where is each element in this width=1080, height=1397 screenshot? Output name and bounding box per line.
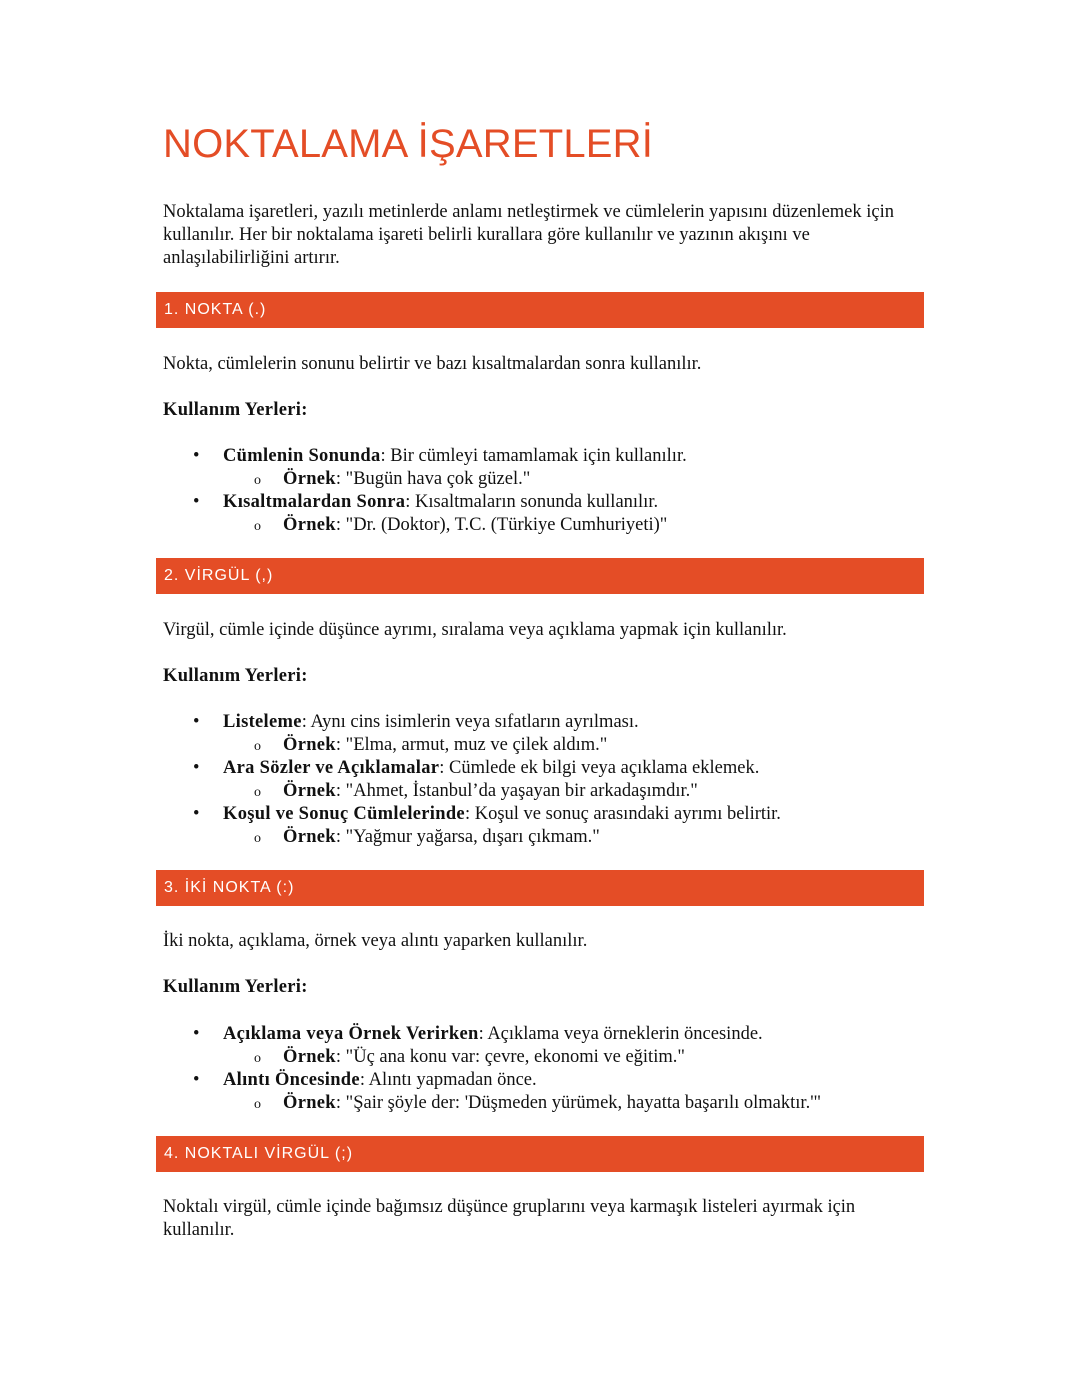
list-item: [163, 1023, 923, 1046]
section-header-virgul: [156, 558, 924, 594]
intro-paragraph: Noktalama işaretleri, yazılı metinlerde anlamı netleştirmek ve cümlelerin yapısını düzenlemek için kullanılır. Her bir noktalama işareti belirli kurallara göre kullanılır ve yazının akışını ve anlaşılabilirliğini artırır.: [163, 202, 894, 268]
usage-list: [163, 1023, 923, 1115]
item-term: Kısaltmalardan Sonra: [223, 492, 406, 512]
usage-label: Kullanım Yerleri:: [163, 666, 308, 686]
bullet-icon: •: [193, 758, 200, 778]
section-header-noktali-virgul: [156, 1136, 924, 1172]
circle-bullet-icon: o: [254, 1097, 261, 1112]
example-label: Örnek: [283, 827, 336, 847]
example-label: Örnek: [283, 515, 336, 535]
example-text: : "Üç ana konu var: çevre, ekonomi ve eğitim.": [335, 1047, 685, 1067]
item-term: Cümlenin Sonunda: [223, 446, 381, 466]
list-subitem: [163, 468, 923, 491]
usage-list: [163, 445, 923, 537]
example-text: : "Şair şöyle der: 'Düşmeden yürümek, hayatta başarılı olmaktır.'": [335, 1093, 822, 1113]
bullet-icon: •: [193, 712, 200, 732]
section-heading: 2. VİRGÜL (,): [164, 567, 274, 584]
circle-bullet-icon: o: [254, 473, 261, 488]
example-label: Örnek: [283, 781, 336, 801]
page-title: NOKTALAMA İŞARETLERİ: [163, 122, 654, 166]
list-subitem: [163, 780, 923, 803]
circle-bullet-icon: o: [254, 1051, 261, 1066]
bullet-icon: •: [193, 492, 200, 512]
example-label: Örnek: [283, 469, 336, 489]
bullet-icon: •: [193, 804, 200, 824]
list-item: [163, 1069, 923, 1092]
item-text: : Alıntı yapmadan önce.: [359, 1070, 537, 1090]
list-subitem: [163, 1092, 923, 1115]
item-text: : Kısaltmaların sonunda kullanılır.: [405, 492, 659, 512]
list-subitem: [163, 826, 923, 849]
list-item: [163, 803, 923, 826]
example-text: : "Ahmet, İstanbul’da yaşayan bir arkadaşımdır.": [335, 781, 698, 801]
usage-label: Kullanım Yerleri:: [163, 400, 308, 420]
section-description: Virgül, cümle içinde düşünce ayrımı, sıralama veya açıklama yapmak için kullanılır.: [163, 620, 787, 640]
list-item: [163, 757, 923, 780]
circle-bullet-icon: o: [254, 519, 261, 534]
circle-bullet-icon: o: [254, 739, 261, 754]
section-description: İki nokta, açıklama, örnek veya alıntı yaparken kullanılır.: [163, 931, 588, 951]
item-term: Listeleme: [223, 712, 302, 732]
section-header-iki-nokta: [156, 870, 924, 906]
item-term: Ara Sözler ve Açıklamalar: [223, 758, 440, 778]
circle-bullet-icon: o: [254, 831, 261, 846]
list-item: [163, 491, 923, 514]
item-text: : Koşul ve sonuç arasındaki ayrımı belirtir.: [464, 804, 781, 824]
example-label: Örnek: [283, 735, 336, 755]
list-subitem: [163, 734, 923, 757]
example-text: : "Elma, armut, muz ve çilek aldım.": [335, 735, 608, 755]
section-heading: 3. İKİ NOKTA (:): [164, 879, 295, 896]
bullet-icon: •: [193, 446, 200, 466]
list-item: [163, 445, 923, 468]
list-subitem: [163, 514, 923, 537]
section-description: Noktalı virgül, cümle içinde bağımsız düşünce gruplarını veya karmaşık listeleri ayırmak için kullanılır.: [163, 1197, 856, 1240]
section-header-nokta: [156, 292, 924, 328]
usage-list: [163, 711, 923, 849]
item-term: Alıntı Öncesinde: [223, 1070, 360, 1090]
item-text: : Aynı cins isimlerin veya sıfatların ayrılması.: [301, 712, 639, 732]
example-label: Örnek: [283, 1047, 336, 1067]
list-item: [163, 711, 923, 734]
section-heading: 1. NOKTA (.): [164, 301, 267, 318]
item-text: : Bir cümleyi tamamlamak için kullanılır.: [380, 446, 687, 466]
bullet-icon: •: [193, 1024, 200, 1044]
bullet-icon: •: [193, 1070, 200, 1090]
item-text: : Cümlede ek bilgi veya açıklama eklemek.: [439, 758, 760, 778]
example-label: Örnek: [283, 1093, 336, 1113]
item-term: Koşul ve Sonuç Cümlelerinde: [223, 804, 465, 824]
example-text: : "Yağmur yağarsa, dışarı çıkmam.": [335, 827, 600, 847]
list-subitem: [163, 1046, 923, 1069]
item-text: : Açıklama veya örneklerin öncesinde.: [478, 1024, 763, 1044]
example-text: : "Dr. (Doktor), T.C. (Türkiye Cumhuriyeti)": [335, 515, 668, 535]
item-term: Açıklama veya Örnek Verirken: [223, 1024, 479, 1044]
section-heading: 4. NOKTALI VİRGÜL (;): [164, 1145, 354, 1162]
circle-bullet-icon: o: [254, 785, 261, 800]
example-text: : "Bugün hava çok güzel.": [335, 469, 531, 489]
section-description: Nokta, cümlelerin sonunu belirtir ve bazı kısaltmalardan sonra kullanılır.: [163, 354, 702, 374]
usage-label: Kullanım Yerleri:: [163, 977, 308, 997]
